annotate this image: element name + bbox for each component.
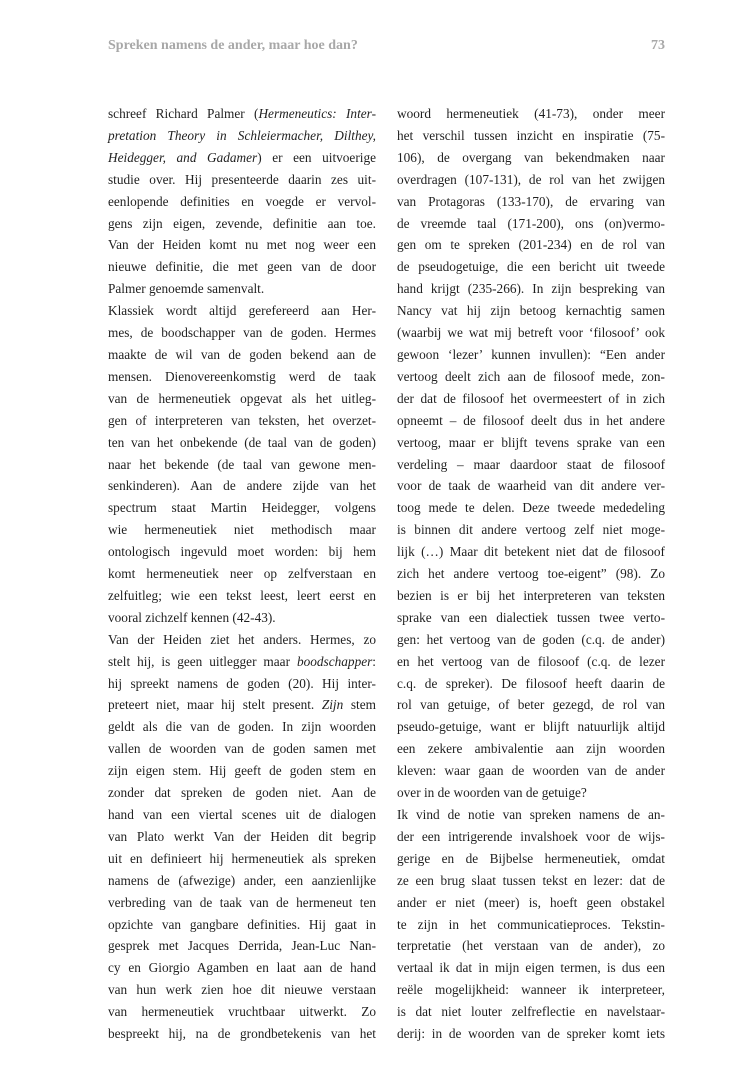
text-line: ten van het onbekende (de taal van de goden) (108, 434, 376, 450)
text-line: zonder dat spreken de goden niet. Aan de (108, 785, 376, 801)
text-line: Palmer genoemde samenvalt. (108, 281, 265, 297)
text-line: hij spreekt namens de goden (20). Hij inter- (108, 675, 376, 691)
text-line: vertoog, maar er blijft tevens sprake van een (397, 434, 665, 450)
text-line: opzichte van gangbare definities. Hij gaat in (108, 916, 376, 932)
text-line: vertoog deelt zich aan de filosoof mede, zon- (397, 368, 665, 384)
page-number: 73 (651, 38, 665, 53)
text-line: Heidegger, and Gadamer) er een uitvoerige (108, 149, 377, 165)
text-line: bezien is er bij het interpreteren van teksten (397, 587, 665, 603)
text-line: verdeling – maar daardoor staat de filosoof (397, 456, 665, 472)
text-line: vertaal ik dat in mijn eigen termen, is dus een (397, 960, 665, 976)
text-line: gesprek met Jacques Derrida, Jean-Luc Nan- (108, 938, 376, 954)
text-line: een zekere ambivalentie aan zijn woorden (397, 741, 665, 757)
text-line: c.q. de spreker). De filosoof heeft daarin de (397, 675, 665, 691)
text-line: de vreemde taal (171-200), ons (on)vermo- (397, 215, 665, 231)
text-line: van de hermeneutiek opgevat als het uitleg- (108, 390, 376, 406)
text-line: gen: het vertoog van de goden (c.q. de ander) (397, 631, 665, 647)
right-column (397, 103, 665, 1045)
text-line: cy en Giorgio Agamben en laat aan de hand (108, 960, 376, 976)
left-column (108, 103, 376, 1045)
text-line: senkinderen). Aan de andere zijde van het (108, 478, 376, 494)
text-line: is binnen dit andere vertoog zelf niet moge- (397, 522, 665, 538)
text-line: uit en definieert hij hermeneutiek als spreken (108, 850, 376, 866)
text-line: naar het bekende (de taal van gewone men- (108, 456, 376, 472)
text-line: gen om te spreken (201-234) en de rol van (397, 237, 665, 253)
text-line: ontologisch ingevuld moet worden: bij hem (108, 544, 376, 560)
text-line: bespreekt hij, na de grondbetekenis van het (108, 1026, 376, 1042)
text-line: van hermeneutiek vruchtbaar uitwerkt. Zo (108, 1004, 376, 1020)
text-line: Van der Heiden komt nu met nog weer een (108, 237, 376, 253)
text-line: lijk (…) Maar dit betekent niet dat de filosoof (397, 544, 665, 560)
text-line: hand krijgt (235-266). In zijn bespreking van (397, 281, 665, 297)
text-line: zelfuitleg; wie een tekst leest, leert eerst en (108, 587, 376, 603)
text-line: Klassiek wordt altijd gerefereerd aan Her- (108, 303, 376, 319)
text-line: het verschil tussen inzicht en inspiratie (75- (397, 127, 665, 143)
text-line: derij: in de woorden van de spreker komt iets (397, 1026, 665, 1042)
text-line: der dat de filosoof het overmeestert of in zich (397, 390, 665, 406)
text-line: over in de woorden van de getuige? (397, 785, 587, 801)
text-line: geldt als die van de goden. In zijn woorden (108, 719, 376, 735)
text-line: preteert niet, maar hij stelt present. Zijn stem (108, 697, 376, 713)
text-line: de pseudogetuige, die een bericht uit tweede (397, 259, 665, 275)
text-line: hand van een viertal scenes uit de dialogen (108, 807, 376, 822)
italic-text: Heidegger, and Gadamer (108, 149, 258, 165)
text-line: te zijn in het communicatieproces. Tekstin- (397, 916, 665, 932)
text-line: terpretatie (het verstaan van de ander), zo (397, 938, 665, 954)
text-line: ze een brug slaat tussen tekst en lezer: dat de (397, 872, 665, 888)
text-line: kleven: waar gaan de woorden van de ander (397, 763, 665, 779)
text-line: namens de (afwezige) ander, een aanzienlijke (108, 872, 376, 888)
text-line: reële mogelijkheid: wanneer ik interpreteer, (397, 982, 665, 998)
text-line: verbreding van de taak van de hermeneut ten (108, 894, 376, 910)
text-line: gen of interpreteren van teksten, het overzet- (108, 412, 376, 428)
running-title: Spreken namens de ander, maar hoe dan? (108, 38, 358, 53)
text-line: gens zijn eigen, zevende, definitie aan toe. (108, 215, 376, 231)
text-line: wie hermeneutiek niet methodisch maar (108, 522, 376, 538)
text-line: vooral zichzelf kennen (42-43). (108, 609, 276, 625)
text-line: pseudo-getuige, want er blijft natuurlijk altijd (397, 719, 665, 735)
italic-text: Zijn (321, 697, 344, 713)
text-line: woord hermeneutiek (41-73), onder meer (397, 106, 665, 121)
text-line: gewoon ‘lezer’ kunnen invullen): “Een ander (397, 346, 665, 362)
text-line: stelt hij, is geen uitlegger maar boodschapper: (108, 653, 376, 669)
text-line: maakte de wil van de goden bekend aan de (108, 346, 376, 362)
text-line: studie over. Hij presenteerde daarin zes uit- (108, 171, 376, 187)
text-line: rol van getuige, of beter gezegd, de rol van (397, 697, 665, 713)
text-line: mes, de boodschapper van de goden. Hermes (108, 325, 376, 341)
running-header (108, 38, 665, 54)
text-line: vallen de woorden van de goden samen met (108, 741, 376, 757)
text-line: voor de taak de waarheid van dit andere ver- (397, 478, 665, 494)
text-line: schreef Richard Palmer (Hermeneutics: Inter- (108, 106, 377, 121)
italic-text: boodschapper (296, 653, 373, 669)
text-line: Van der Heiden ziet het anders. Hermes, zo (108, 631, 376, 647)
text-line: sprake van een dialectiek tussen twee verto- (397, 609, 665, 625)
text-line: gerige en de Bijbelse hermeneutiek, omdat (397, 850, 665, 866)
text-line: nieuwe definitie, die met geen van de door (108, 259, 376, 275)
text-line: der een intrigerende invalshoek voor de wijs- (397, 828, 665, 844)
text-line: van hun werk zien hoe dit nieuwe verstaan (108, 982, 376, 998)
text-line: Nancy vat hij zijn betoog kernachtig samen (397, 303, 665, 319)
text-line: eenlopende definities en voegde er vervol- (108, 193, 376, 209)
text-line: van Plato werkt Van der Heiden dit begrip (108, 828, 376, 844)
text-line (108, 125, 376, 147)
text-line: opneemt – de filosoof deelt dus in het andere (397, 412, 665, 428)
text-line: is dat niet louter zelfreflectie en navelstaar- (397, 1004, 665, 1020)
text-line: 106), de overgang van bekendmaken naar (397, 149, 665, 165)
text-line: mensen. Dienovereenkomstig werd de taak (108, 368, 376, 384)
text-line: (waarbij we wat mij betreft voor ‘filosoof’ ook (397, 325, 665, 341)
text-line: en het vertoog van de filosoof (c.q. de lezer (397, 653, 665, 669)
text-line: overdragen (107-131), de rol van het zwijgen (397, 171, 665, 187)
text-line: komt hermeneutiek neer op zelfverstaan en (108, 566, 376, 582)
text-line: Ik vind de notie van spreken namens de an- (397, 807, 665, 822)
text-line: toog mede te delen. Deze tweede mededeling (397, 500, 665, 516)
text-line: zijn eigen stem. Hij geeft de goden stem en (108, 763, 376, 779)
text-line: van Protagoras (133-170), de ervaring van (397, 193, 665, 209)
italic-text: Hermeneutics: Inter- (258, 106, 377, 121)
text-line: spectrum staat Martin Heidegger, volgens (108, 500, 376, 516)
italic-text: pretation Theory in Schleiermacher, Dilthey, (108, 127, 376, 143)
text-line: zich het andere vertoog toe-eigent” (98). Zo (397, 566, 665, 582)
text-line: ander er niet (meer) is, hoeft geen obstakel (397, 894, 665, 910)
